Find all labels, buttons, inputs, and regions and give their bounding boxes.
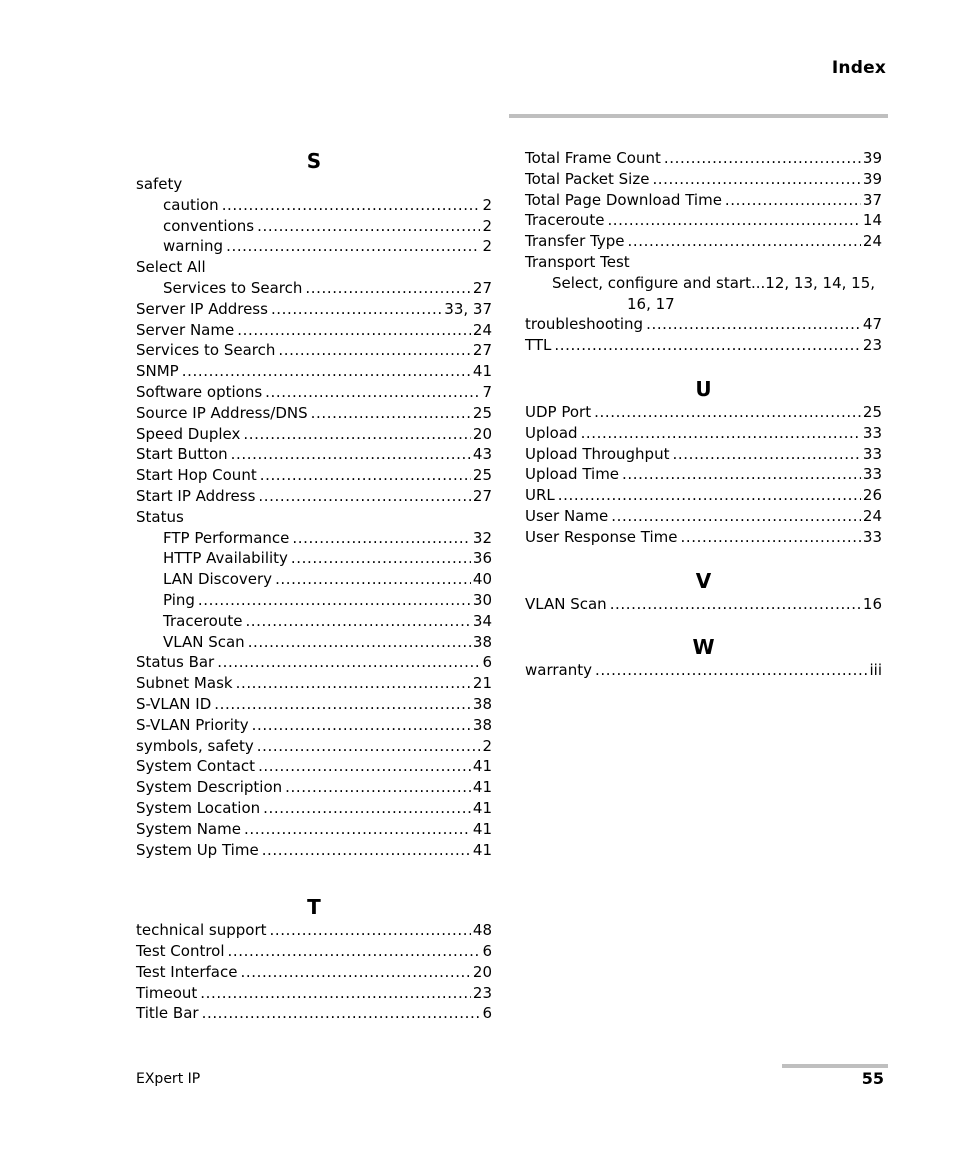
- page-ref[interactable]: 48: [472, 921, 492, 940]
- index-subentry: [136, 590, 492, 611]
- page-ref[interactable]: 14: [862, 211, 882, 230]
- page-ref[interactable]: 24: [472, 320, 492, 339]
- page-ref[interactable]: 41: [472, 778, 492, 797]
- entry-label: Services to Search: [136, 341, 276, 360]
- entry-label: Services to Search: [163, 278, 303, 297]
- index-entry: [136, 962, 492, 983]
- dot-leader: [200, 983, 471, 1004]
- index-entry: [136, 652, 492, 673]
- index-column-right: [525, 148, 882, 681]
- page-ref[interactable]: 27: [472, 278, 492, 297]
- entry-label: FTP Performance: [163, 528, 290, 547]
- dot-leader: [244, 819, 471, 840]
- index-entry: [525, 444, 882, 465]
- page-ref[interactable]: 24: [862, 506, 882, 525]
- dot-leader: [610, 594, 861, 615]
- index-entry: [525, 506, 882, 527]
- dot-leader: [198, 590, 471, 611]
- index-entry: [136, 444, 492, 465]
- dot-leader: [554, 335, 860, 356]
- page-ref[interactable]: 7: [482, 382, 492, 401]
- index-entry: [136, 715, 492, 736]
- entry-label: Upload: [525, 423, 578, 442]
- dot-leader: [622, 464, 861, 485]
- entry-label: Timeout: [136, 983, 198, 1002]
- entry-label: caution: [163, 195, 219, 214]
- index-entry-select-all: Select All: [136, 258, 206, 277]
- entry-label: Server IP Address: [136, 299, 268, 318]
- page-ref[interactable]: 23: [862, 336, 882, 355]
- page-header-title: Index: [831, 58, 886, 78]
- index-subentry: [136, 195, 492, 216]
- page-ref[interactable]: 38: [472, 715, 492, 734]
- index-entry: [136, 299, 492, 320]
- entry-label: Ping: [163, 590, 195, 609]
- entry-label: Total Frame Count: [525, 149, 661, 167]
- index-entry: [136, 320, 492, 341]
- index-entry: [136, 403, 492, 424]
- section-letter-t: T: [307, 895, 321, 920]
- entry-label: Source IP Address/DNS: [136, 403, 308, 422]
- index-entry: [136, 819, 492, 840]
- page-ref[interactable]: iii: [869, 661, 882, 680]
- index-entry: [136, 777, 492, 798]
- index-entry: [525, 231, 882, 252]
- entry-label: symbols, safety: [136, 736, 254, 755]
- page-ref[interactable]: 25: [862, 402, 882, 421]
- index-entry: [136, 465, 492, 486]
- entry-label: Total Packet Size: [525, 169, 650, 188]
- page-ref[interactable]: 27: [472, 486, 492, 505]
- section-gap: [136, 860, 492, 894]
- page-ref[interactable]: 34: [472, 611, 492, 630]
- index-entry: [136, 340, 492, 361]
- index-entry: [525, 423, 882, 444]
- index-entry: [136, 424, 492, 445]
- entry-label: UDP Port: [525, 402, 592, 421]
- dot-leader: [265, 382, 480, 403]
- index-entry: [136, 673, 492, 694]
- dot-leader: [217, 652, 480, 673]
- dot-leader: [271, 299, 442, 320]
- index-subentry: [136, 611, 492, 632]
- dot-leader: [237, 320, 471, 341]
- page-ref[interactable]: 24: [862, 232, 882, 251]
- index-entry: [525, 148, 882, 169]
- entry-label: S-VLAN Priority: [136, 715, 249, 734]
- dot-leader: [305, 278, 471, 299]
- dot-leader: [558, 485, 861, 506]
- index-entry: [136, 798, 492, 819]
- dot-leader: [680, 527, 860, 548]
- index-entry: [525, 314, 882, 335]
- page-ref[interactable]: 25: [472, 403, 492, 422]
- dot-leader: [628, 231, 861, 252]
- dot-leader: [262, 840, 471, 861]
- index-entry: [136, 756, 492, 777]
- index-subentry: [136, 528, 492, 549]
- entry-label: Server Name: [136, 320, 235, 339]
- page-ref[interactable]: 39: [862, 169, 882, 188]
- index-entry: [525, 169, 882, 190]
- entry-label: Start Hop Count: [136, 466, 257, 485]
- index-entry: [136, 920, 492, 941]
- entry-label: URL: [525, 486, 555, 505]
- dot-leader: [607, 210, 860, 231]
- entry-label: SNMP: [136, 362, 179, 381]
- dot-leader: [202, 1003, 481, 1024]
- index-entry: [136, 983, 492, 1004]
- dot-leader: [214, 694, 471, 715]
- entry-label: Status Bar: [136, 653, 215, 672]
- page-ref[interactable]: 6: [482, 653, 492, 672]
- page-ref[interactable]: 41: [472, 819, 492, 838]
- index-entry: [525, 485, 882, 506]
- footer-page-number: 55: [861, 1069, 884, 1088]
- dot-leader: [311, 403, 471, 424]
- entry-label: VLAN Scan: [163, 632, 245, 651]
- footer-rule: [782, 1064, 888, 1068]
- entry-label: HTTP Availability: [163, 549, 288, 568]
- entry-label: User Name: [525, 506, 609, 525]
- page-ref[interactable]: 2: [482, 736, 492, 755]
- page-ref[interactable]: 40: [472, 570, 492, 589]
- entry-label: Traceroute: [163, 611, 243, 630]
- index-entry: [136, 736, 492, 757]
- dot-leader: [611, 506, 861, 527]
- entry-label: System Description: [136, 778, 283, 797]
- section-letter-w: W: [692, 635, 715, 660]
- entry-label: Upload Time: [525, 465, 620, 484]
- dot-leader: [263, 798, 471, 819]
- page-ref[interactable]: 36: [472, 549, 492, 568]
- entry-label: Start IP Address: [136, 486, 256, 505]
- dot-leader: [270, 920, 471, 941]
- entry-label: System Contact: [136, 757, 256, 776]
- dot-leader: [257, 216, 480, 237]
- dot-leader: [258, 756, 471, 777]
- dot-leader: [285, 777, 471, 798]
- dot-leader: [252, 715, 471, 736]
- index-entry-safety: safety: [136, 175, 183, 193]
- entry-label: User Response Time: [525, 527, 678, 546]
- entry-label: Select, configure and start...12, 13, 14, 15,: [552, 273, 876, 292]
- section-letter-s: S: [306, 149, 322, 173]
- dot-leader: [275, 569, 471, 590]
- entry-label: conventions: [163, 216, 255, 235]
- page-ref[interactable]: 2: [482, 195, 492, 214]
- index-entry-transport-test: Transport Test: [525, 252, 630, 271]
- entry-label: troubleshooting: [525, 315, 644, 334]
- dot-leader: [248, 632, 471, 653]
- page-ref[interactable]: 27: [472, 341, 492, 360]
- page-ref[interactable]: 20: [472, 424, 492, 443]
- entry-label: Test Control: [136, 942, 225, 961]
- entry-label: Total Page Download Time: [525, 190, 722, 209]
- entry-label: Speed Duplex: [136, 424, 241, 443]
- entry-label: Title Bar: [136, 1004, 199, 1023]
- index-subentry: [136, 216, 492, 237]
- entry-label: S-VLAN ID: [136, 694, 212, 713]
- page-ref[interactable]: 47: [862, 315, 882, 334]
- dot-leader: [594, 402, 861, 423]
- page-ref[interactable]: 2: [482, 216, 492, 235]
- dot-leader: [652, 169, 860, 190]
- dot-leader: [245, 611, 470, 632]
- page-ref[interactable]: 33: [862, 444, 882, 463]
- section-letter-u: U: [695, 376, 712, 401]
- dot-leader: [243, 424, 471, 445]
- dot-leader: [581, 423, 861, 444]
- entry-label: Subnet Mask: [136, 674, 233, 693]
- index-entry: [136, 382, 492, 403]
- footer-product-name: EXpert IP: [136, 1071, 201, 1087]
- page-ref[interactable]: 6: [482, 942, 492, 961]
- page-ref[interactable]: 33: [862, 465, 882, 484]
- entry-label: LAN Discovery: [163, 570, 273, 589]
- section-gap: [525, 614, 882, 634]
- page-ref[interactable]: 33: [862, 423, 882, 442]
- entry-label: VLAN Scan: [525, 594, 607, 613]
- index-entry: [136, 486, 492, 507]
- index-entry: [136, 1003, 492, 1024]
- entry-label: warranty: [525, 661, 592, 680]
- page-ref[interactable]: 26: [862, 486, 882, 505]
- index-subentry: [136, 632, 492, 653]
- index-entry: [136, 361, 492, 382]
- index-entry: [525, 335, 882, 356]
- dot-leader: [291, 548, 471, 569]
- entry-label: Software options: [136, 382, 263, 401]
- index-entry: [525, 594, 882, 615]
- section-gap: [525, 548, 882, 568]
- dot-leader: [226, 236, 480, 257]
- page-ref[interactable]: 25: [472, 466, 492, 485]
- index-subentry: [136, 236, 492, 257]
- header-rule: [509, 114, 888, 118]
- index-subentry-select-configure: [525, 273, 882, 315]
- page-ref[interactable]: 21: [472, 674, 492, 693]
- dot-leader: [222, 195, 481, 216]
- index-column-left: [136, 148, 492, 1024]
- index-entry: [136, 941, 492, 962]
- page-ref[interactable]: 41: [472, 840, 492, 859]
- page-ref[interactable]: 38: [472, 694, 492, 713]
- dot-leader: [672, 444, 860, 465]
- dot-leader: [260, 465, 471, 486]
- index-entry: [136, 840, 492, 861]
- page-ref[interactable]: 16: [862, 594, 882, 613]
- entry-continuation: 16, 17: [627, 294, 675, 313]
- page-ref[interactable]: 43: [472, 445, 492, 464]
- index-subentry: [136, 569, 492, 590]
- entry-label: Traceroute: [525, 211, 605, 230]
- entry-label: warning: [163, 237, 224, 256]
- page-ref[interactable]: 32: [472, 528, 492, 547]
- entry-label: TTL: [525, 336, 552, 355]
- entry-label: System Name: [136, 819, 241, 838]
- page-ref[interactable]: 41: [472, 757, 492, 776]
- dot-leader: [595, 660, 867, 681]
- index-subentry: [136, 278, 492, 299]
- index-entry-status: Status: [136, 507, 184, 526]
- dot-leader: [646, 314, 861, 335]
- page-ref[interactable]: 6: [482, 1004, 492, 1023]
- entry-label: technical support: [136, 921, 267, 940]
- index-entry: [525, 190, 882, 211]
- dot-leader: [292, 528, 471, 549]
- index-entry: [525, 527, 882, 548]
- entry-label: Upload Throughput: [525, 444, 670, 463]
- dot-leader: [236, 673, 471, 694]
- section-letter-v: V: [695, 568, 712, 593]
- page-ref[interactable]: 39: [862, 149, 882, 167]
- dot-leader: [240, 962, 470, 983]
- entry-label: Start Button: [136, 445, 228, 464]
- page-ref[interactable]: 41: [472, 362, 492, 381]
- index-subentry: [136, 548, 492, 569]
- dot-leader: [725, 190, 861, 211]
- dot-leader: [228, 941, 481, 962]
- page-ref[interactable]: 30: [472, 590, 492, 609]
- index-entry: [525, 464, 882, 485]
- page-ref[interactable]: 41: [472, 798, 492, 817]
- page-ref[interactable]: 2: [482, 237, 492, 256]
- index-entry: [525, 660, 882, 681]
- entry-label: System Location: [136, 798, 261, 817]
- page-ref[interactable]: 38: [472, 632, 492, 651]
- page-ref[interactable]: 37: [862, 190, 882, 209]
- page-ref[interactable]: 33, 37: [444, 299, 492, 318]
- page-ref[interactable]: 23: [472, 983, 492, 1002]
- index-entry: [525, 210, 882, 231]
- index-entry: [136, 694, 492, 715]
- entry-label: System Up Time: [136, 840, 259, 859]
- page-ref[interactable]: 20: [472, 962, 492, 981]
- index-entry: [525, 402, 882, 423]
- dot-leader: [182, 361, 471, 382]
- dot-leader: [231, 444, 471, 465]
- page-ref[interactable]: 33: [862, 527, 882, 546]
- entry-label: Test Interface: [136, 962, 238, 981]
- dot-leader: [664, 148, 861, 169]
- dot-leader: [258, 486, 471, 507]
- entry-label: Transfer Type: [525, 232, 625, 251]
- section-gap: [525, 356, 882, 376]
- dot-leader: [278, 340, 471, 361]
- dot-leader: [257, 736, 481, 757]
